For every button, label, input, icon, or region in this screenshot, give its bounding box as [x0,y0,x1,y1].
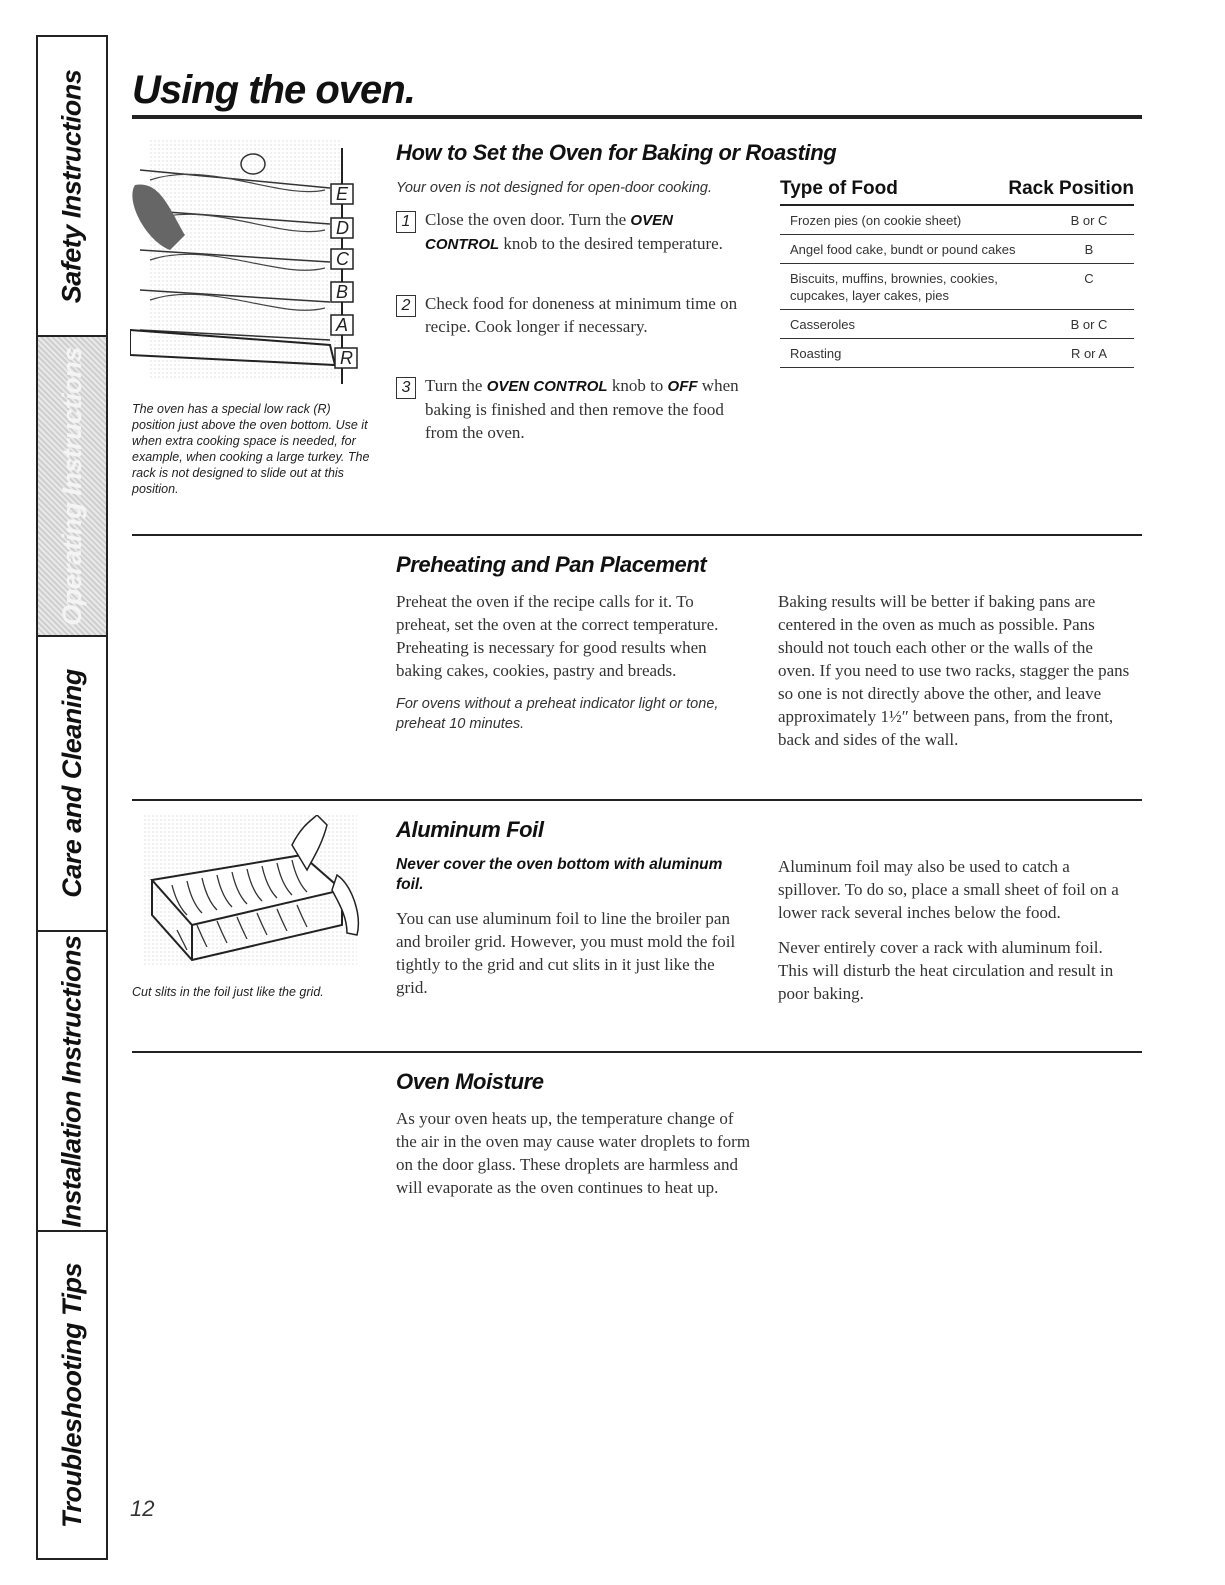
preheat-left-column [396,590,741,746]
tab-operating-instructions[interactable]: Operating Instructions [38,337,106,637]
step-number-3: 3 [396,377,416,399]
baking-step-2 [396,292,741,338]
foil-left-column [396,855,741,1011]
rack-caption: The oven has a special low rack (R) position just above the oven bottom. Use it when extra cooking space is needed, for example, when cooking a large turkey. The rack is not designed to slide out at this position. [132,402,370,496]
foil-warning: Never cover the oven bottom with aluminum foil. [396,856,723,893]
rack-label-c: C [336,249,349,269]
section-divider [132,1051,1142,1053]
table-row: Biscuits, muffins, brownies, cookies, cupcakes, layer cakes, pies C [780,264,1134,310]
page-title: Using the oven. [132,68,415,112]
baking-note: Your oven is not designed for open-door cooking. [396,180,712,196]
pan-placement-paragraph: Baking results will be better if baking pans are centered in the oven as much as possible. Pans should not touch each other or the walls of the oven. If you need to use two racks, stagger the pans so one is not directly above the other, and leave approximately 1½″ between pans, from the front, back and sides of the wall. [778,592,1130,749]
foil-paragraph-3: Never entirely cover a rack with aluminum foil. This will disturb the heat circulation and result in poor baking. [778,938,1114,1003]
rack-label-r: R [340,348,353,368]
title-rule [132,115,1142,119]
step-text-2: Check food for doneness at minimum time on recipe. Cook longer if necessary. [425,294,738,336]
table-header [780,178,1134,206]
preheat-paragraph: Preheat the oven if the recipe calls for it. To preheat, set the oven at the correct temperature. Preheating is necessary for good results when baking cakes, cookies, pastry and breads. [396,592,719,680]
table-row: Roasting R or A [780,339,1134,368]
page-number: 12 [130,1496,155,1521]
foil-paragraph-1: You can use aluminum foil to line the broiler pan and broiler grid. However, you must mold the foil tightly to the grid and cut slits in it just like the grid. [396,909,736,997]
rack-label-a: A [336,315,349,335]
tab-troubleshooting-tips[interactable]: Troubleshooting Tips [56,1262,87,1528]
table-row: Angel food cake, bundt or pound cakes B [780,235,1134,264]
baking-step-1 [396,208,741,256]
baking-heading: How to Set the Oven for Baking or Roasting [396,140,837,165]
foil-right-column [778,855,1133,1017]
rack-label-e: E [336,184,349,204]
rack-label-b: B [336,282,349,302]
preheat-note: For ovens without a preheat indicator light or tone, preheat 10 minutes. [396,696,719,732]
moisture-column [396,1107,756,1211]
rack-position-table [780,178,1134,368]
baking-step-3 [396,374,741,444]
foil-caption: Cut slits in the foil just like the grid. [132,985,324,999]
moisture-paragraph: As your oven heats up, the temperature change of the air in the oven may cause water droplets to form on the door glass. These droplets are harmless and will evaporate as the oven continues to heat up. [396,1109,751,1197]
preheat-heading: Preheating and Pan Placement [396,552,707,577]
section-divider [132,534,1142,536]
tab-care-and-cleaning[interactable]: Care and Cleaning [38,637,106,932]
section-sidebar [36,35,108,1560]
table-row: Casseroles B or C [780,310,1134,339]
oven-rack-illustration [130,140,375,390]
step-text-1: Close the oven door. Turn the OVEN CONTROL knob to the desired temperature. [425,210,723,253]
foil-paragraph-2: Aluminum foil may also be used to catch a spillover. To do so, place a small sheet of foil on a lower rack several inches below the food. [778,857,1119,922]
column-rack-position: Rack Position [1008,178,1134,199]
broiler-pan-illustration [132,815,372,975]
tab-installation-instructions[interactable]: Installation Instructions [38,932,106,1232]
step-text-3: Turn the OVEN CONTROL knob to OFF when baking is finished and then remove the food from the oven. [425,376,739,442]
step-number-1: 1 [396,211,416,233]
rack-label-d: D [336,218,349,238]
tab-safety-instructions[interactable]: Safety Instructions [38,37,106,337]
step-number-2: 2 [396,295,416,317]
foil-heading: Aluminum Foil [396,817,544,842]
preheat-right-column [778,590,1133,763]
column-type-of-food: Type of Food [780,178,898,199]
table-row: Frozen pies (on cookie sheet) B or C [780,206,1134,235]
section-divider [132,799,1142,801]
moisture-heading: Oven Moisture [396,1069,544,1094]
